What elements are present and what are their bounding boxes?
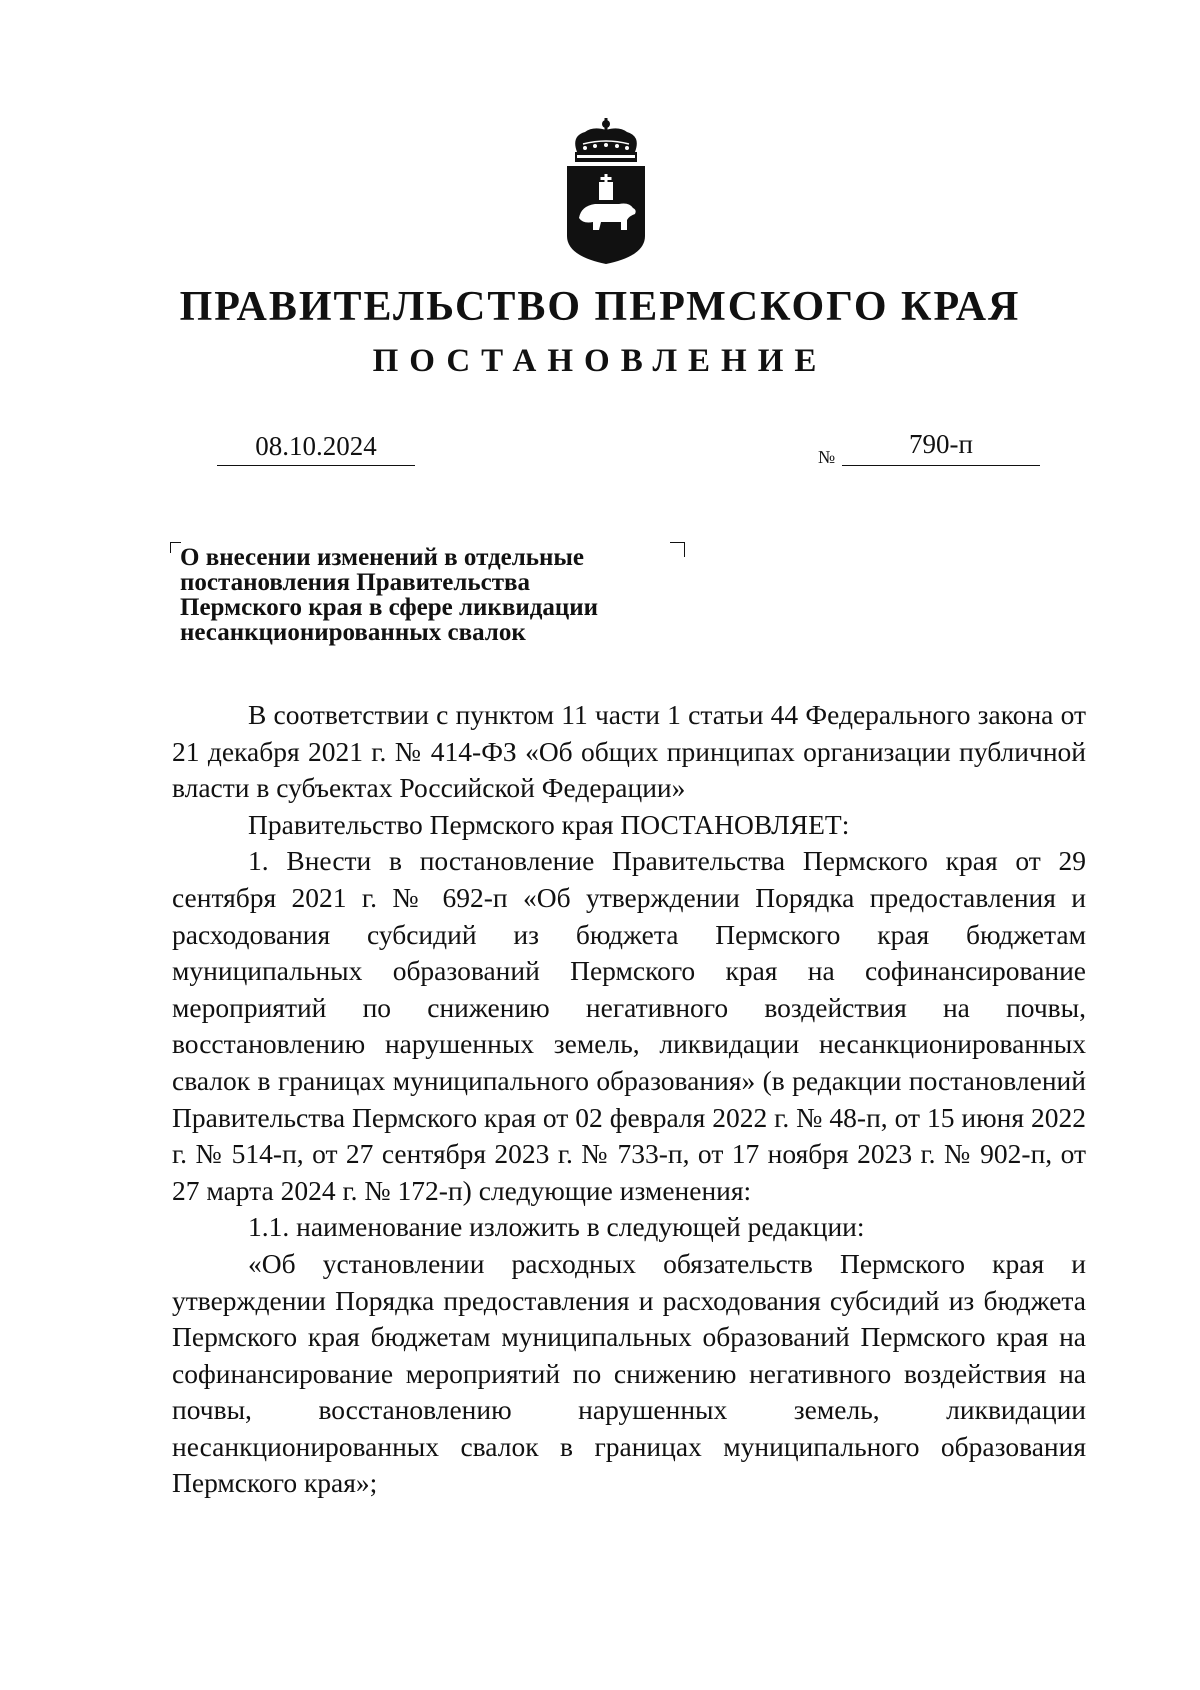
subject-line: несанкционированных свалок xyxy=(180,619,526,646)
number-sign: № xyxy=(818,447,836,467)
document-subject xyxy=(180,545,680,645)
perm-krai-coat-of-arms-icon xyxy=(563,118,649,266)
document-type: ПОСТАНОВЛЕНИЕ xyxy=(372,343,828,379)
document-date: 08.10.2024 xyxy=(255,431,377,461)
body-paragraph: 1.1. наименование изложить в следующей редакции: xyxy=(248,1211,865,1243)
body-paragraph: В соответствии с пунктом 11 части 1 статьи 44 Федерального закона от 21 декабря 2021 г. № 414-ФЗ «Об общих принципах организации публичной власти в субъектах Российской Федерации» xyxy=(172,699,1086,804)
body-paragraph: 1. Внести в постановление Правительства Пермского края от 29 сентября 2021 г. № 692-п «Об утверждении Порядка предоставления и расходования субсидий из бюджета Пермского края бюджетам муниципальных образований Пермского края на софинансирование мероприятий по снижению негативного воздействия на почвы, восстановлению нарушенных земель, ликвидации несанкционированных свалок в границах муниципального образования» (в редакции постановлений Правительства Пермского края от 02 февраля 2022 г. № 48-п, от 15 июня 2022 г. № 514-п, от 27 сентября 2023 г. № 733-п, от 17 ноября 2023 г. № 902-п, от 27 марта 2024 г. № 172-п) следующие изменения: xyxy=(172,845,1086,1206)
document-body xyxy=(172,697,1086,1502)
subject-line: О внесении изменений в отдельные xyxy=(180,544,585,571)
subject-line: Пермского края в сфере ликвидации xyxy=(180,594,599,621)
number-underline xyxy=(842,465,1040,466)
date-underline xyxy=(217,465,415,466)
body-paragraph: «Об установлении расходных обязательств Пермского края и утверждении Порядка предоставления и расходования субсидий из бюджета Пермского края бюджетам муниципальных образований Пермского края на софинансирование мероприятий по снижению негативного воздействия на почвы, восстановлению нарушенных земель, ликвидации несанкционированных свалок в границах муниципального образования Пермского края»; xyxy=(172,1247,1086,1499)
subject-line: постановления Правительства xyxy=(180,569,530,596)
government-title: ПРАВИТЕЛЬСТВО ПЕРМСКОГО КРАЯ xyxy=(179,284,1021,330)
document-number: 790-п xyxy=(909,429,973,459)
body-paragraph: Правительство Пермского края ПОСТАНОВЛЯЕТ: xyxy=(248,808,850,840)
